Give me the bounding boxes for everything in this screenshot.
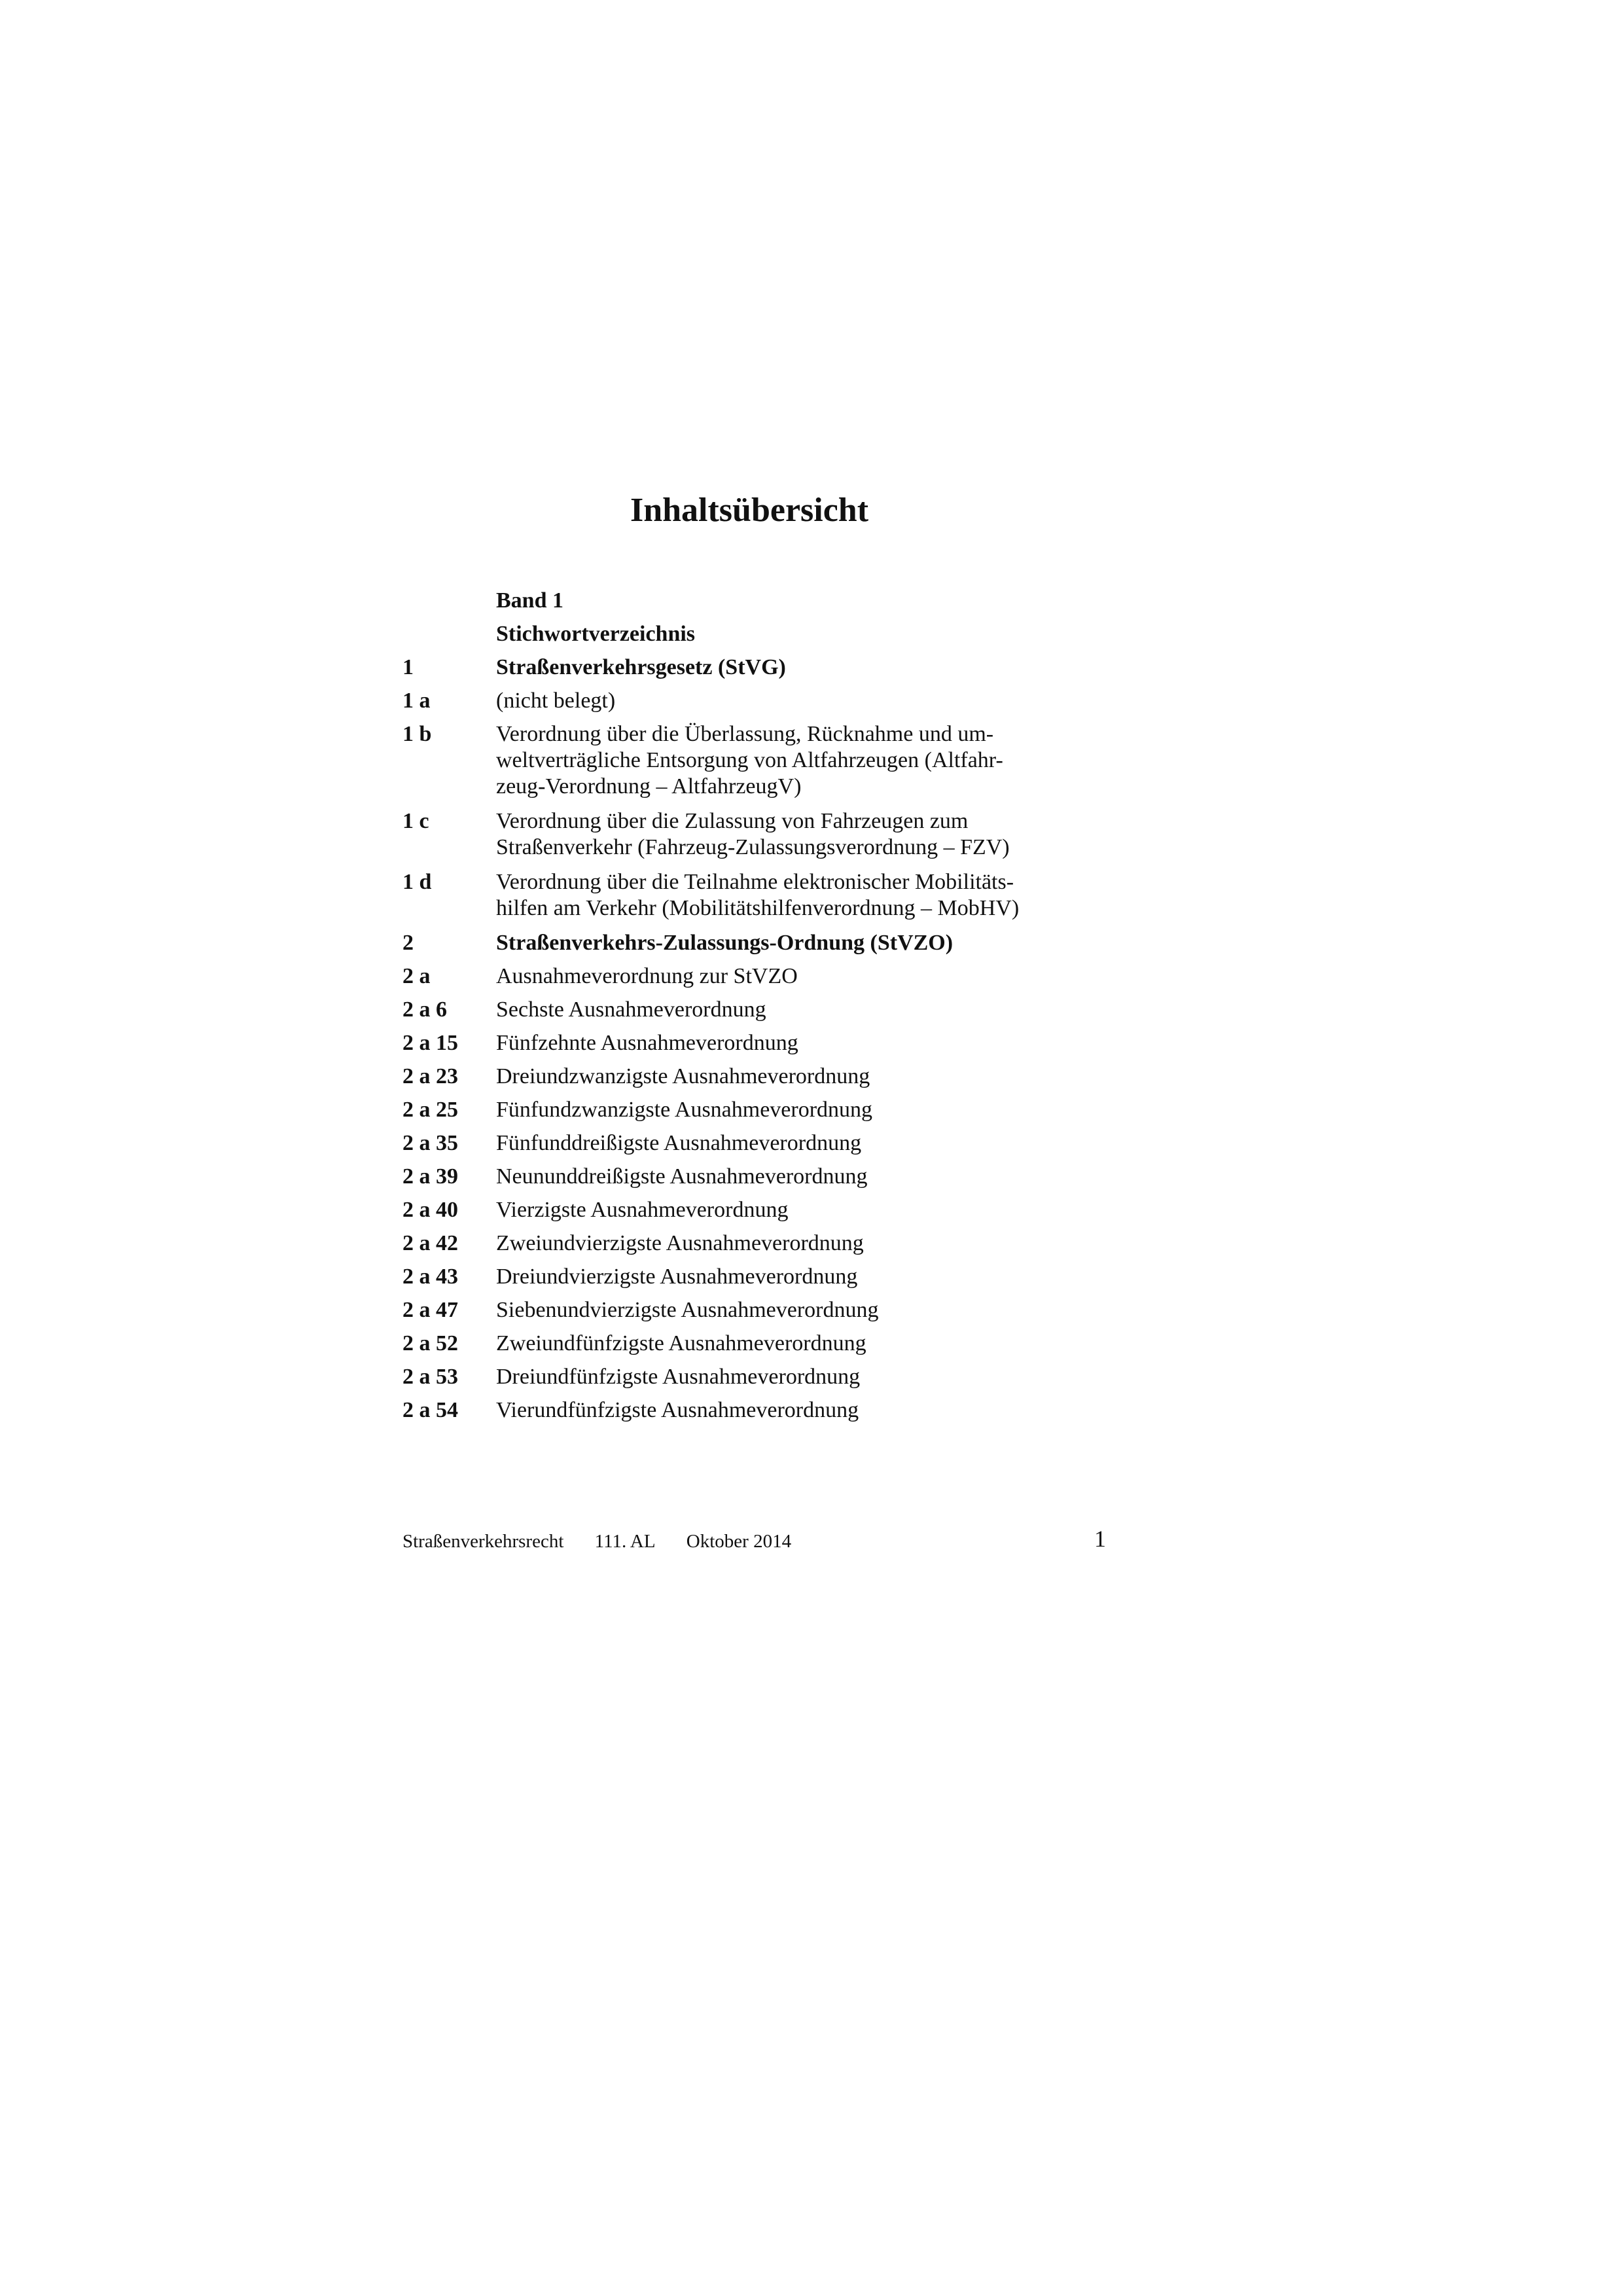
toc-title-line: Dreiundvierzigste Ausnahmeverordnung [496, 1265, 858, 1289]
toc-number: 1 a [402, 689, 431, 713]
toc-title [496, 1264, 1116, 1290]
table-of-contents [402, 588, 1116, 1431]
toc-title-line: Verordnung über die Zulassung von Fahrzeugen zum [496, 809, 969, 833]
toc-number: 2 a 23 [402, 1064, 458, 1088]
toc-title-line: Fünfundzwanzigste Ausnahmeverordnung [496, 1098, 873, 1122]
toc-title-line: Straßenverkehr (Fahrzeug-Zulassungsverordnung – FZV) [496, 835, 1010, 859]
toc-number: 2 a 39 [402, 1164, 458, 1189]
toc-entry [402, 1130, 1116, 1157]
toc-number: 1 d [402, 870, 432, 894]
toc-title [496, 1397, 1116, 1424]
toc-title-line: Dreiundfünfzigste Ausnahmeverordnung [496, 1365, 861, 1389]
toc-title [496, 963, 1116, 990]
toc-title [496, 1331, 1116, 1357]
footer-info [402, 1531, 817, 1552]
toc-title-line: zeug-Verordnung – AltfahrzeugV) [496, 774, 802, 798]
toc-title-line: (nicht belegt) [496, 689, 616, 713]
toc-title-line: Neununddreißigste Ausnahmeverordnung [496, 1164, 868, 1189]
toc-index-entry [402, 621, 1116, 647]
toc-number: 1 b [402, 722, 432, 746]
toc-entry [402, 1097, 1116, 1123]
toc-title-line: hilfen am Verkehr (Mobilitätshilfenverordnung – MobHV) [496, 896, 1020, 920]
toc-entry [402, 1364, 1116, 1390]
toc-title [496, 1064, 1116, 1090]
toc-entry [402, 869, 1116, 922]
toc-title-line: Dreiundzwanzigste Ausnahmeverordnung [496, 1064, 870, 1088]
toc-title [496, 1297, 1116, 1323]
toc-title-line: Ausnahmeverordnung zur StVZO [496, 964, 798, 988]
toc-entry [402, 1331, 1116, 1357]
toc-entry [402, 963, 1116, 990]
footer-date: Oktober 2014 [686, 1531, 792, 1552]
page-title: Inhaltsübersicht [630, 492, 869, 529]
toc-title-line: weltverträgliche Entsorgung von Altfahrzeugen (Altfahr- [496, 748, 1003, 772]
toc-title-line: Straßenverkehrsgesetz (StVG) [496, 655, 786, 679]
toc-number: 1 [402, 655, 414, 679]
toc-number: 2 a 47 [402, 1298, 458, 1322]
toc-entry [402, 1064, 1116, 1090]
toc-title [496, 1130, 1116, 1157]
toc-title-line: Sechste Ausnahmeverordnung [496, 997, 766, 1022]
toc-entry [402, 808, 1116, 861]
toc-title [496, 1164, 1116, 1190]
toc-entry [402, 1164, 1116, 1190]
toc-title-line: Zweiundfünfzigste Ausnahmeverordnung [496, 1331, 866, 1355]
toc-entry [402, 997, 1116, 1023]
toc-number: 2 a 42 [402, 1231, 458, 1255]
toc-index-label: Stichwortverzeichnis [496, 622, 696, 646]
toc-number: 2 [402, 931, 414, 955]
toc-number: 2 a 53 [402, 1365, 458, 1389]
footer-edition: 111. AL [594, 1531, 656, 1552]
toc-title [496, 808, 1116, 861]
toc-number: 2 a 54 [402, 1398, 458, 1422]
page-number: 1 [1094, 1526, 1106, 1552]
toc-title-line: Zweiundvierzigste Ausnahmeverordnung [496, 1231, 864, 1255]
toc-entry [402, 1297, 1116, 1323]
toc-number: 2 a 40 [402, 1198, 458, 1222]
toc-entry [402, 655, 1116, 681]
toc-title [496, 688, 1116, 714]
toc-title-line: Vierundfünfzigste Ausnahmeverordnung [496, 1398, 859, 1422]
footer-publication: Straßenverkehrsrecht [402, 1531, 564, 1552]
toc-number: 2 a 6 [402, 997, 447, 1022]
toc-title [496, 869, 1116, 922]
toc-title-line: Straßenverkehrs-Zulassungs-Ordnung (StVZO) [496, 931, 954, 955]
toc-title-line: Fünfunddreißigste Ausnahmeverordnung [496, 1131, 862, 1155]
toc-title [496, 1197, 1116, 1223]
toc-entry [402, 1030, 1116, 1056]
toc-title [496, 997, 1116, 1023]
toc-entry [402, 721, 1116, 800]
toc-entry [402, 1197, 1116, 1223]
toc-number: 1 c [402, 809, 429, 833]
toc-title [496, 930, 1116, 956]
toc-title-line: Verordnung über die Teilnahme elektronischer Mobilitäts- [496, 870, 1014, 894]
toc-title [496, 1030, 1116, 1056]
toc-title [496, 655, 1116, 681]
toc-title-line: Siebenundvierzigste Ausnahmeverordnung [496, 1298, 879, 1322]
toc-title [496, 1364, 1116, 1390]
page-footer [402, 1525, 1106, 1558]
toc-title [496, 1097, 1116, 1123]
toc-entry [402, 688, 1116, 714]
toc-title [496, 1230, 1116, 1257]
toc-number: 2 a 15 [402, 1031, 458, 1055]
toc-title-line: Verordnung über die Überlassung, Rücknahme und um- [496, 722, 994, 746]
toc-number: 2 a 52 [402, 1331, 458, 1355]
toc-number: 2 a 25 [402, 1098, 458, 1122]
toc-title-line: Vierzigste Ausnahmeverordnung [496, 1198, 789, 1222]
toc-number: 2 a [402, 964, 431, 988]
toc-band-label: Band 1 [496, 588, 563, 613]
toc-entry [402, 1264, 1116, 1290]
toc-entry [402, 930, 1116, 956]
toc-title-line: Fünfzehnte Ausnahmeverordnung [496, 1031, 798, 1055]
toc-entry [402, 1397, 1116, 1424]
toc-number: 2 a 43 [402, 1265, 458, 1289]
toc-title [496, 721, 1116, 800]
toc-number: 2 a 35 [402, 1131, 458, 1155]
toc-entry [402, 1230, 1116, 1257]
toc-band-heading [402, 588, 1116, 614]
